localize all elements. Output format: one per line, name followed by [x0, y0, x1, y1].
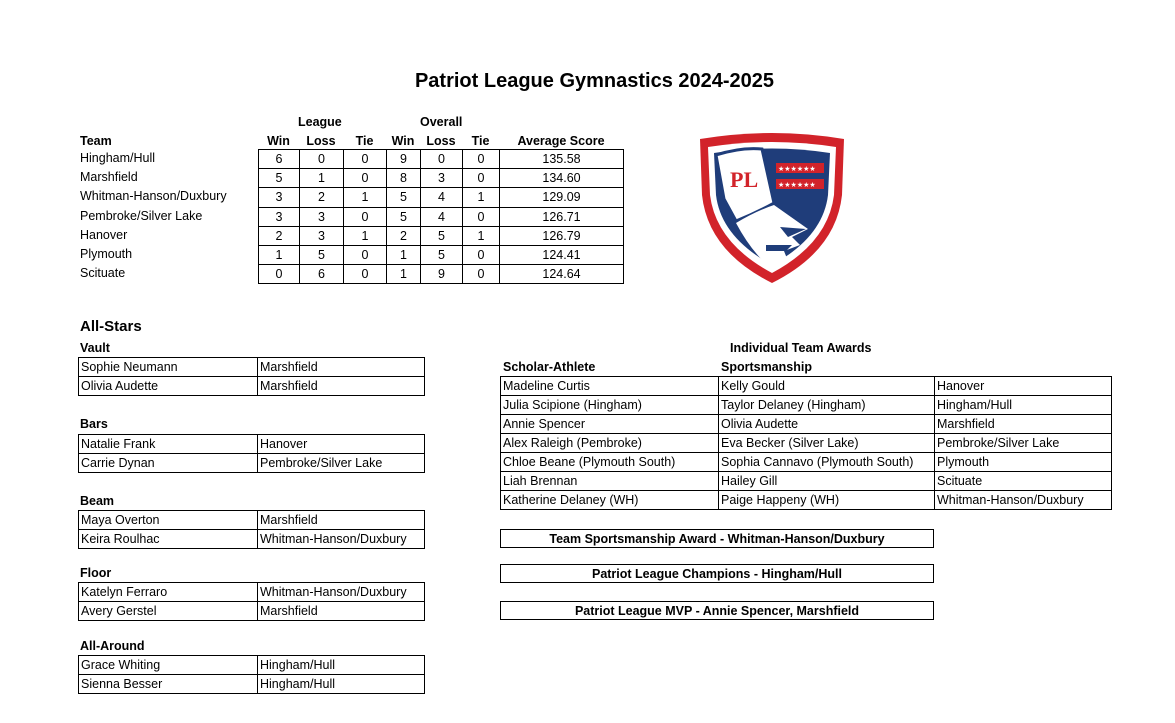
league-tie-header: Tie [355, 134, 374, 148]
team-sportsmanship-award: Team Sportsmanship Award - Whitman-Hanson/Duxbury [500, 529, 934, 548]
awards-table [500, 376, 1112, 510]
scholar-athlete-cell: Alex Raleigh (Pembroke) [501, 434, 719, 453]
table-row [259, 207, 624, 226]
sportsmanship-cell: Hailey Gill [719, 472, 935, 491]
bars-table [78, 434, 425, 473]
athlete-team: Marshfield [258, 511, 425, 530]
floor-label: Floor [80, 566, 112, 580]
sportsmanship-cell: Paige Happeny (WH) [719, 491, 935, 510]
table-row [79, 675, 425, 694]
overall-loss-cell: 5 [421, 245, 463, 264]
athlete-team: Whitman-Hanson/Duxbury [258, 583, 425, 602]
team-name: Marshfield [80, 170, 138, 185]
overall-loss-cell: 4 [421, 188, 463, 207]
average-score-header: Average Score [517, 134, 605, 148]
league-tie-cell: 0 [344, 150, 387, 169]
award-team-cell: Scituate [935, 472, 1112, 491]
average-score-cell: 126.71 [500, 207, 624, 226]
table-row [259, 169, 624, 188]
table-row [79, 583, 425, 602]
average-score-cell: 124.41 [500, 245, 624, 264]
league-loss-cell: 5 [300, 245, 344, 264]
all-around-label: All-Around [80, 639, 145, 653]
scholar-athlete-cell: Chloe Beane (Plymouth South) [501, 453, 719, 472]
table-row [79, 656, 425, 675]
floor-table [78, 582, 425, 621]
award-team-cell: Hanover [935, 377, 1112, 396]
overall-win-header: Win [391, 134, 415, 148]
svg-text:★★★★★★: ★★★★★★ [778, 181, 816, 189]
league-loss-header: Loss [306, 134, 336, 148]
award-team-cell: Plymouth [935, 453, 1112, 472]
sportsmanship-cell: Taylor Delaney (Hingham) [719, 396, 935, 415]
athlete-name: Grace Whiting [79, 656, 258, 675]
table-row [259, 188, 624, 207]
league-champions-banner: Patriot League Champions - Hingham/Hull [500, 564, 934, 583]
table-row [79, 358, 425, 377]
overall-win-cell: 1 [387, 245, 421, 264]
overall-tie-cell: 0 [463, 207, 500, 226]
team-column-header: Team [80, 134, 112, 148]
overall-tie-cell: 0 [463, 169, 500, 188]
scholar-athlete-cell: Annie Spencer [501, 415, 719, 434]
sportsmanship-header: Sportsmanship [721, 360, 812, 374]
athlete-team: Hanover [258, 435, 425, 454]
overall-tie-header: Tie [471, 134, 490, 148]
league-loss-cell: 1 [300, 169, 344, 188]
scholar-athlete-cell: Katherine Delaney (WH) [501, 491, 719, 510]
overall-tie-cell: 0 [463, 245, 500, 264]
table-row [259, 265, 624, 284]
league-win-cell: 1 [259, 245, 300, 264]
athlete-name: Olivia Audette [79, 377, 258, 396]
league-win-cell: 3 [259, 188, 300, 207]
overall-win-cell: 2 [387, 226, 421, 245]
overall-win-cell: 5 [387, 188, 421, 207]
table-row [501, 415, 1112, 434]
overall-win-cell: 8 [387, 169, 421, 188]
athlete-team: Marshfield [258, 358, 425, 377]
table-row [501, 472, 1112, 491]
league-loss-cell: 6 [300, 265, 344, 284]
overall-win-cell: 9 [387, 150, 421, 169]
table-row [79, 377, 425, 396]
league-win-cell: 6 [259, 150, 300, 169]
team-name-list [80, 149, 227, 283]
svg-text:★★★★★★: ★★★★★★ [778, 165, 816, 173]
standings-table [258, 149, 624, 284]
table-row [259, 245, 624, 264]
table-row [259, 150, 624, 169]
athlete-team: Pembroke/Silver Lake [258, 454, 425, 473]
league-loss-cell: 3 [300, 207, 344, 226]
league-win-header: Win [267, 134, 290, 148]
logo-text: PL [730, 167, 759, 192]
league-win-cell: 5 [259, 169, 300, 188]
league-group-header: League [298, 115, 342, 129]
athlete-name: Natalie Frank [79, 435, 258, 454]
team-name: Hingham/Hull [80, 151, 156, 165]
athlete-team: Hingham/Hull [258, 675, 425, 694]
overall-tie-cell: 0 [463, 150, 500, 169]
scholar-athlete-cell: Julia Scipione (Hingham) [501, 396, 719, 415]
vault-table [78, 357, 425, 396]
page-title: Patriot League Gymnastics 2024-2025 [414, 70, 775, 92]
league-tie-cell: 0 [344, 265, 387, 284]
table-row [501, 453, 1112, 472]
overall-loss-cell: 5 [421, 226, 463, 245]
overall-loss-cell: 3 [421, 169, 463, 188]
average-score-cell: 134.60 [500, 169, 624, 188]
table-row [501, 491, 1112, 510]
sportsmanship-cell: Sophia Cannavo (Plymouth South) [719, 453, 935, 472]
sportsmanship-cell: Eva Becker (Silver Lake) [719, 434, 935, 453]
team-name: Plymouth [80, 246, 133, 261]
athlete-team: Hingham/Hull [258, 656, 425, 675]
overall-win-cell: 1 [387, 265, 421, 284]
team-name: Whitman-Hanson/Duxbury [80, 189, 227, 204]
league-win-cell: 3 [259, 207, 300, 226]
athlete-name: Carrie Dynan [79, 454, 258, 473]
athlete-team: Marshfield [258, 377, 425, 396]
athlete-name: Keira Roulhac [79, 530, 258, 549]
athlete-team: Whitman-Hanson/Duxbury [258, 530, 425, 549]
vault-label: Vault [80, 341, 110, 355]
table-row [79, 454, 425, 473]
beam-label: Beam [80, 494, 115, 508]
team-name: Scituate [80, 266, 126, 281]
overall-win-cell: 5 [387, 207, 421, 226]
athlete-name: Avery Gerstel [79, 602, 258, 621]
award-team-cell: Pembroke/Silver Lake [935, 434, 1112, 453]
overall-group-header: Overall [420, 115, 463, 129]
award-team-cell: Marshfield [935, 415, 1112, 434]
league-loss-cell: 3 [300, 226, 344, 245]
overall-loss-header: Loss [426, 134, 456, 148]
team-name: Pembroke/Silver Lake [80, 208, 203, 223]
overall-loss-cell: 9 [421, 265, 463, 284]
patriot-league-logo-icon [696, 133, 848, 286]
table-row [501, 396, 1112, 415]
average-score-cell: 126.79 [500, 226, 624, 245]
league-win-cell: 0 [259, 265, 300, 284]
award-team-cell: Whitman-Hanson/Duxbury [935, 491, 1112, 510]
team-name: Hanover [80, 227, 128, 242]
sportsmanship-cell: Olivia Audette [719, 415, 935, 434]
league-win-cell: 2 [259, 226, 300, 245]
bars-label: Bars [80, 417, 108, 431]
awards-heading: Individual Team Awards [730, 341, 872, 355]
average-score-cell: 124.64 [500, 265, 624, 284]
table-row [79, 511, 425, 530]
league-loss-cell: 0 [300, 150, 344, 169]
table-row [259, 226, 624, 245]
athlete-name: Katelyn Ferraro [79, 583, 258, 602]
allstars-heading: All-Stars [80, 318, 142, 335]
beam-table [78, 510, 425, 549]
league-mvp-banner: Patriot League MVP - Annie Spencer, Marshfield [500, 601, 934, 620]
league-tie-cell: 1 [344, 188, 387, 207]
league-tie-cell: 0 [344, 207, 387, 226]
league-tie-cell: 1 [344, 226, 387, 245]
average-score-cell: 135.58 [500, 150, 624, 169]
league-tie-cell: 0 [344, 169, 387, 188]
table-row [79, 530, 425, 549]
athlete-team: Marshfield [258, 602, 425, 621]
table-row [79, 602, 425, 621]
average-score-cell: 129.09 [500, 188, 624, 207]
overall-tie-cell: 1 [463, 188, 500, 207]
overall-loss-cell: 4 [421, 207, 463, 226]
overall-tie-cell: 0 [463, 265, 500, 284]
athlete-name: Maya Overton [79, 511, 258, 530]
athlete-name: Sophie Neumann [79, 358, 258, 377]
all-around-table [78, 655, 425, 694]
award-team-cell: Hingham/Hull [935, 396, 1112, 415]
scholar-athlete-cell: Madeline Curtis [501, 377, 719, 396]
overall-loss-cell: 0 [421, 150, 463, 169]
scholar-athlete-cell: Liah Brennan [501, 472, 719, 491]
scholar-athlete-header: Scholar-Athlete [503, 360, 596, 374]
overall-tie-cell: 1 [463, 226, 500, 245]
athlete-name: Sienna Besser [79, 675, 258, 694]
table-row [501, 434, 1112, 453]
table-row [501, 377, 1112, 396]
sportsmanship-cell: Kelly Gould [719, 377, 935, 396]
league-loss-cell: 2 [300, 188, 344, 207]
league-tie-cell: 0 [344, 245, 387, 264]
table-row [79, 435, 425, 454]
